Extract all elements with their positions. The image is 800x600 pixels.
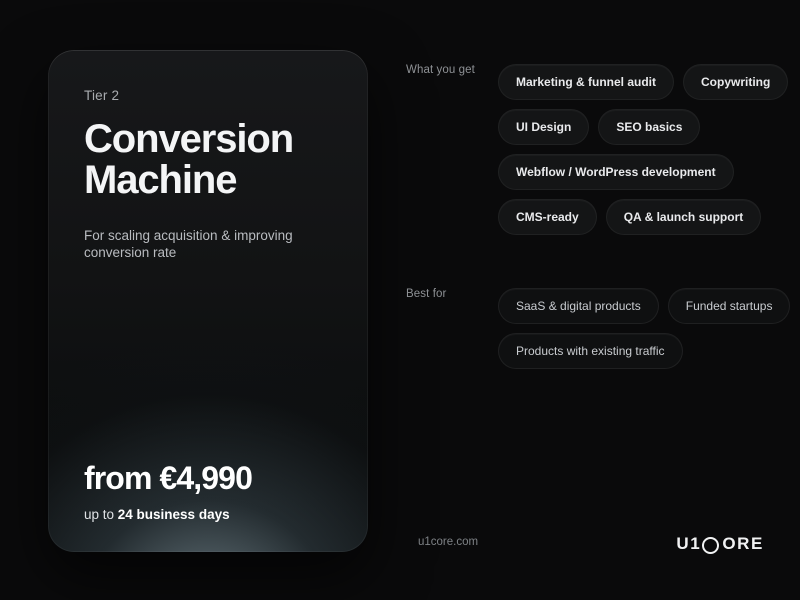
- pricing-card: [48, 50, 368, 552]
- chip-item[interactable]: QA & launch support: [606, 199, 762, 235]
- delivery-time: [84, 507, 332, 522]
- pricing-card-footer: [84, 460, 332, 522]
- chip-list-what-you-get: [498, 64, 800, 235]
- chip-item[interactable]: SEO basics: [598, 109, 700, 145]
- price-value: from €4,990: [84, 460, 252, 496]
- chip-item[interactable]: UI Design: [498, 109, 589, 145]
- delivery-prefix: up to: [84, 507, 118, 522]
- delivery-value: 24 business days: [117, 507, 230, 522]
- section-what-you-get: [406, 64, 771, 235]
- website-url[interactable]: u1core.com: [418, 536, 479, 548]
- plan-title: Conversion Machine: [84, 117, 294, 202]
- plan-subtitle: For scaling acquisition & improving conversion rate: [84, 227, 293, 261]
- chip-item[interactable]: SaaS & digital products: [498, 288, 659, 324]
- section-label-best-for: Best for: [406, 288, 447, 300]
- logo-text-right: ORE: [722, 534, 764, 553]
- chip-item[interactable]: Marketing & funnel audit: [498, 64, 674, 100]
- pricing-card-content: [48, 50, 368, 552]
- chip-item[interactable]: Products with existing traffic: [498, 333, 683, 369]
- chip-list-best-for: [498, 288, 800, 369]
- logo-text-left: U1: [676, 534, 702, 553]
- circle-icon: [702, 537, 719, 554]
- section-best-for: [406, 288, 773, 369]
- chip-item[interactable]: Copywriting: [683, 64, 788, 100]
- section-label-what-you-get: What you get: [406, 64, 475, 76]
- chip-item[interactable]: Funded startups: [668, 288, 791, 324]
- tier-label: Tier 2: [84, 88, 120, 103]
- brand-logo: [676, 534, 764, 554]
- chip-item[interactable]: Webflow / WordPress development: [498, 154, 734, 190]
- chip-item[interactable]: CMS-ready: [498, 199, 597, 235]
